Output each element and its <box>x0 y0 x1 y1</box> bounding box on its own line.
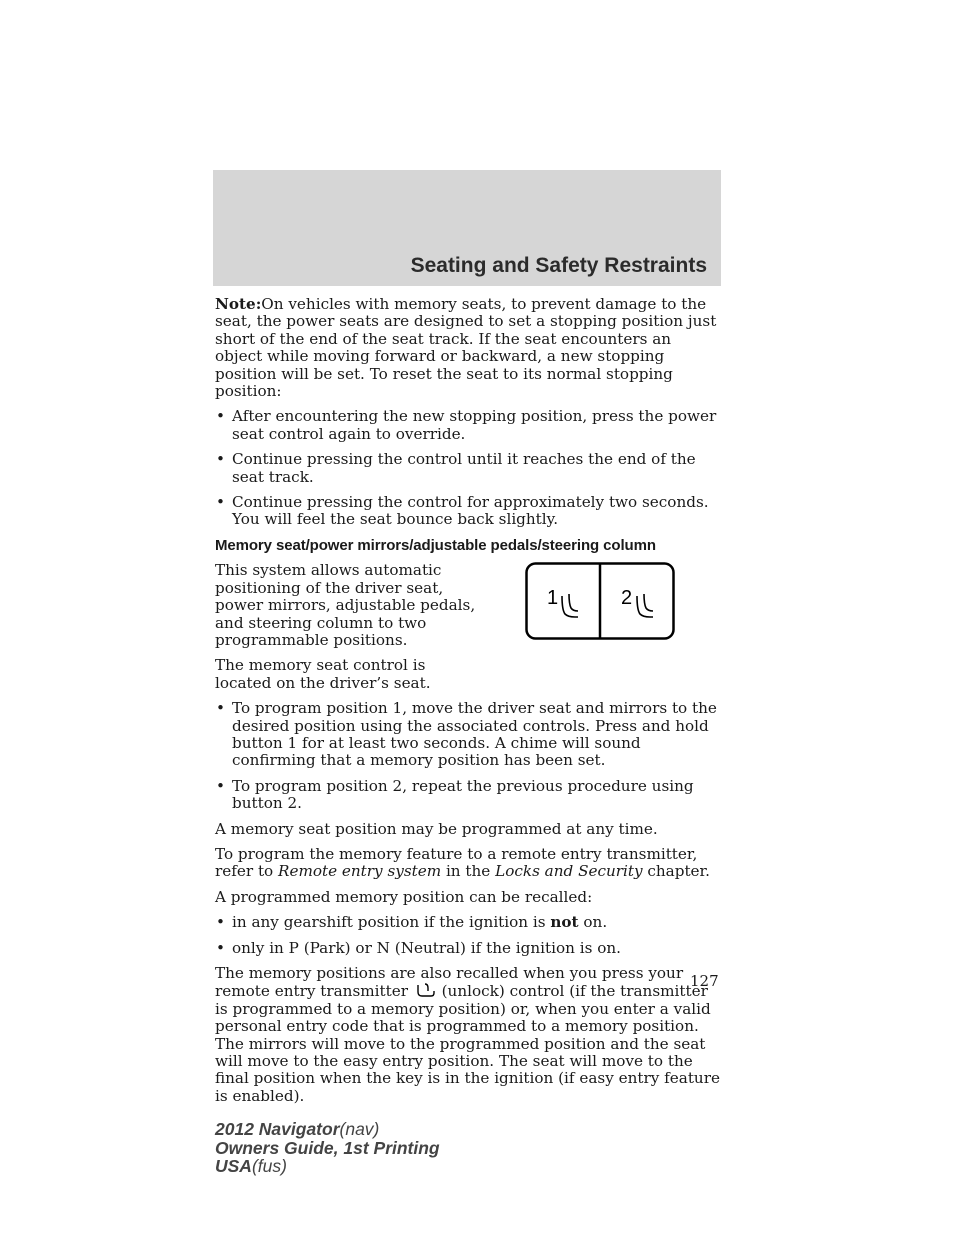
remote-entry-reference: Remote entry system <box>278 862 442 881</box>
page-content <box>215 296 723 1113</box>
list-item: • Continue pressing the control for approximately two seconds. You will feel the seat bounce back slightly. <box>216 493 709 529</box>
final-paragraph: The memory positions are also recalled when you press your remote entry transmitter (unlock) control (if the transmitter is programmed to a memory position) or, when you enter a valid personal entry code that is programmed to a memory position. The mirrors will move to the programmed position and the seat will move to the easy entry position. The seat will move to the final position when the key is in the ignition (if easy entry feature is enabled). <box>215 964 720 1105</box>
note-text: On vehicles with memory seats, to prevent damage to the seat, the power seats are designed to set a stopping position just short of the end of the seat track. If the seat encounters an object while moving forward or backward, a new stopping position will be set. To reset the seat to its normal stopping position: <box>215 295 717 401</box>
list-item: • To program position 2, repeat the previous procedure using button 2. <box>216 776 694 813</box>
list-item: • only in P (Park) or N (Neutral) if the ignition is on. <box>216 938 621 957</box>
locks-security-reference: Locks and Security <box>495 862 643 881</box>
any-time-paragraph: A memory seat position may be programmed at any time. <box>215 819 658 838</box>
note-paragraph <box>215 296 723 400</box>
note-label: Note: <box>215 295 262 313</box>
list-item: • After encountering the new stopping position, press the power seat control again to override. <box>216 407 717 443</box>
header-title: Seating and Safety Restraints <box>410 254 707 277</box>
memory-seat-control-illustration <box>525 562 675 640</box>
memory-button-1-label: 1 <box>547 587 559 610</box>
intro-paragraph: This system allows automatic positioning of the driver seat, power mirrors, adjustable pedals, and steering column to two programmable positions. <box>215 561 476 649</box>
location-paragraph: The memory seat control is located on the driver’s seat. <box>215 656 431 692</box>
section-header <box>213 170 721 286</box>
page-number: 127 <box>690 972 719 990</box>
footer: 2012 Navigator(nav) Owners Guide, 1st Printing USA(fus) <box>215 1119 440 1176</box>
remote-paragraph: To program the memory feature to a remote entry transmitter, refer to Remote entry system in the Locks and Security chapter. <box>215 844 710 881</box>
recalled-intro: A programmed memory position can be recalled: <box>215 887 593 906</box>
list-item: • Continue pressing the control until it reaches the end of the seat track. <box>216 450 696 486</box>
list-item: • To program position 1, move the driver seat and mirrors to the desired position using the associated controls. Press and hold button 1 for at least two seconds. A chime will sound confirming that a memory position has been set. <box>216 699 717 770</box>
unlock-icon <box>413 982 437 998</box>
list-item: • in any gearshift position if the ignition is not on. <box>216 913 608 932</box>
memory-button-2-label: 2 <box>621 587 633 610</box>
section-heading: Memory seat/power mirrors/adjustable pedals/steering column <box>215 536 656 554</box>
